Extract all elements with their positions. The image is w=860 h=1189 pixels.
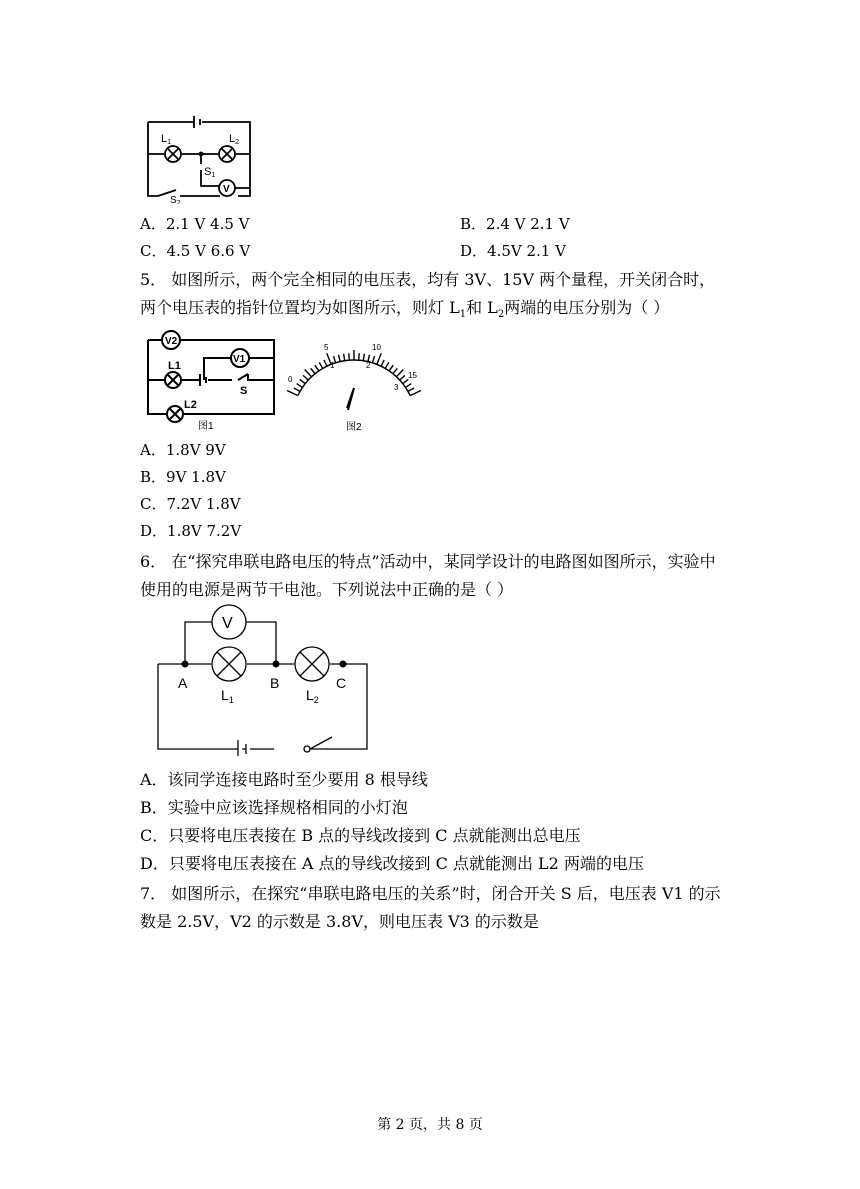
q7-stem-line2: 数是 2.5V，V2 的示数是 3.8V，则电压表 V3 的示数是 — [140, 912, 539, 931]
q4-l2-label: L2 — [229, 133, 240, 146]
dial-tick — [385, 362, 389, 368]
dial-tick — [400, 375, 405, 380]
q6-point-c: C — [336, 675, 347, 691]
dial-tick — [315, 365, 319, 371]
q4-option-b: B．2.4 V 2.1 V — [460, 215, 570, 233]
q5-fig1-caption: 图1 — [198, 421, 214, 432]
dial-tick — [303, 375, 308, 380]
dial-tick — [287, 390, 298, 395]
q4-l1-label: L1 — [161, 133, 172, 146]
q6-stem-line1: 6． 在“探究串联电路电压的特点”活动中，某同学设计的电路图如图所示，实验中 — [140, 552, 716, 571]
q5-option-d: D．1.8V 7.2V — [140, 522, 242, 540]
dial-label-0: 0 — [288, 375, 293, 384]
q6-voltmeter-label: V — [222, 615, 233, 632]
q4-s2-label: $S_2$ — [170, 195, 181, 204]
dial-tick — [300, 379, 306, 383]
q5-option-b: B．9V 1.8V — [140, 468, 226, 486]
q5-stem-line1: 5． 如图所示，两个完全相同的电压表，均有 3V、15V 两个量程，开关闭合时， — [140, 270, 716, 289]
q4-voltmeter-label: V — [223, 184, 230, 195]
q5-switch-label: S — [240, 385, 248, 397]
q5-voltmeter-dial — [284, 330, 428, 434]
q4-s1-label: S1 — [204, 166, 216, 179]
q6-point-a: A — [178, 675, 188, 691]
dial-tick — [372, 356, 374, 363]
dial-tick — [403, 379, 409, 383]
dial-tick — [319, 362, 323, 368]
q4-circuit-figure — [138, 112, 258, 204]
dial-needle — [347, 388, 354, 410]
q4-option-a: A．2.1 V 4.5 V — [140, 215, 250, 233]
q6-l2-label: $L_2$ — [306, 687, 319, 705]
q5-option-a: A．1.8V 9V — [140, 441, 226, 459]
q6-stem-line2: 使用的电源是两节干电池。下列说法中正确的是（ ） — [140, 580, 514, 599]
dial-tick — [389, 365, 393, 371]
dial-label-5: 5 — [324, 343, 329, 352]
q6-option-c: C．只要将电压表接在 B 点的导线改接到 C 点就能测出总电压 — [140, 826, 581, 845]
page-footer: 第 2 页，共 8 页 — [377, 1117, 483, 1133]
q5-circuit-figure1 — [138, 322, 286, 434]
q6-option-d: D．只要将电压表接在 A 点的导线改接到 C 点就能测出 L2 两端的电压 — [140, 854, 644, 873]
dial-tick — [294, 388, 300, 391]
q6-option-b: B．实验中应该选择规格相同的小灯泡 — [140, 798, 408, 817]
dial-label-1: 1 — [330, 361, 335, 370]
q5-l2-label: L2 — [184, 399, 197, 411]
q6-option-a: A．该同学连接电路时至少要用 8 根导线 — [140, 770, 428, 789]
dial-tick — [305, 370, 312, 377]
q4-option-c: C．4.5 V 6.6 V — [140, 242, 251, 260]
dial-tick — [408, 388, 414, 391]
q5-l1-label: L1 — [168, 360, 181, 372]
dial-tick — [381, 360, 384, 366]
q5-v1-label: V1 — [233, 354, 246, 365]
q4-option-d: D．4.5V 2.1 V — [460, 242, 566, 260]
dial-label-15: 15 — [408, 371, 417, 380]
dial-tick — [363, 354, 364, 361]
q7-stem-line1: 7． 如图所示，在探究“串联电路电压的关系”时，闭合开关 S 后，电压表 V1 的示 — [140, 884, 721, 903]
dial-tick — [405, 384, 411, 388]
dial-tick — [349, 353, 350, 360]
q5-stem-line2: 两个电压表的指针位置均为如图所示，则灯 $L_1$和 $L_2$两端的电压分别为（ ） — [140, 298, 670, 321]
q5-fig2-caption: 图2 — [346, 422, 362, 433]
dial-label-10: 10 — [372, 343, 381, 352]
dial-tick — [324, 360, 327, 366]
dial-label-3: 3 — [394, 383, 399, 392]
q5-option-c: C．7.2V 1.8V — [140, 495, 241, 513]
dial-label-2: 2 — [366, 361, 371, 370]
dial-tick — [396, 370, 403, 377]
dial-tick — [339, 355, 341, 362]
dial-tick — [344, 354, 345, 361]
dial-tick — [393, 368, 397, 373]
dial-tick — [311, 368, 315, 373]
q5-v2-label: V2 — [165, 336, 178, 347]
q6-point-b: B — [270, 675, 280, 691]
dial-tick — [377, 353, 381, 364]
dial-tick — [359, 353, 360, 360]
dial-tick — [297, 384, 303, 388]
q6-circuit-figure — [150, 604, 376, 756]
q6-l1-label: $L_1$ — [221, 687, 234, 705]
dial-tick — [410, 390, 421, 395]
